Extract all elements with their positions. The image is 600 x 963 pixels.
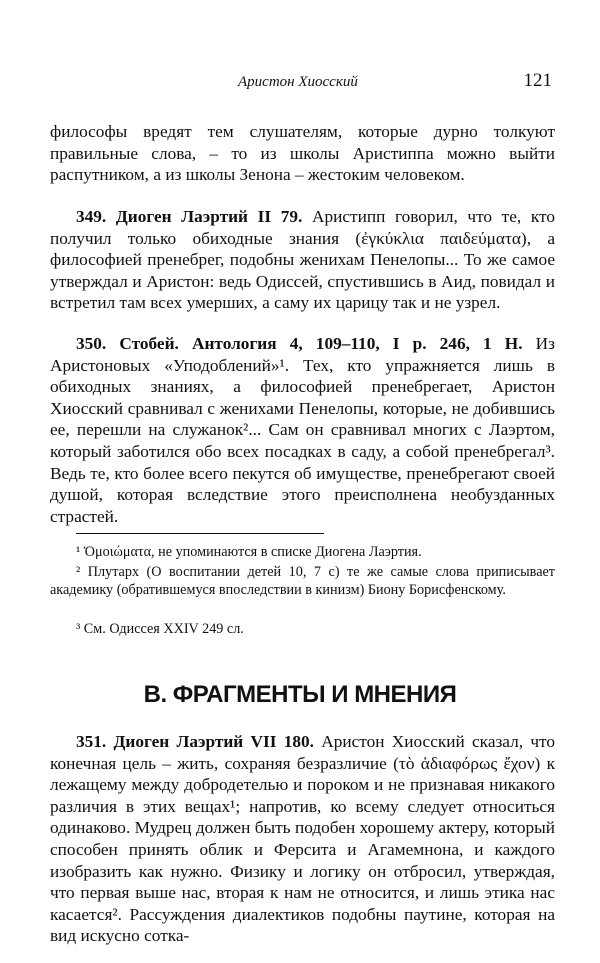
footnote-2: ² Плутарх (О воспитании детей 10, 7 c) те же самые слова приписывает академику (обратившемуся впоследствии в кинизм) Биону Борисфенскому. <box>50 564 555 598</box>
page-number: 121 <box>523 70 552 91</box>
footnote-3: ³ См. Одиссея XXIV 249 сл. <box>76 621 244 637</box>
continuation-paragraph: философы вредят тем слушателям, которые дурно толкуют правильные слова, – то из школы Аристиппа можно выйти распутником, а из школы Зенона – жестоким человеком. <box>50 122 555 185</box>
fragment-350-text: Из Аристоновых «Уподоблений»¹. Тех, кто упражняется лишь в обиходных знаниях, а философией пренебрегает, Аристон Хиосский сравнивал с женихами Пенелопы, которые, не добившись ее, перешли на служанок²... Сам он сравнивал многих с Лаэртом, который заботился обо всех посадках в саду, а собой пренебрегал³. Ведь те, кто более всего пекутся об имуществе, пренебрегают своей душой, которая вследствие этого преисполнена необузданных страстей. <box>50 334 555 526</box>
running-title: Аристон Хиосский <box>238 74 358 90</box>
fragment-350 <box>50 333 555 527</box>
fragment-351 <box>50 731 555 947</box>
fragment-349-reference: 349. Диоген Лаэртий II 79. <box>76 207 303 226</box>
fragment-349-text: Аристипп говорил, что те, кто получил только обиходные знания (ἐγκύκλια παιδεύματα), а философией пренебрег, подобны женихам Пенелопы... То же самое утверждал и Аристон: ведь Одиссей, спустившись в Аид, повидал и встретил там всех умерших, а саму их царицу так и не узрел. <box>50 207 555 313</box>
fragment-350-reference: 350. Стобей. Антология 4, 109–110, I p. 246, 1 Н. <box>76 334 523 353</box>
fragment-351-reference: 351. Диоген Лаэртий VII 180. <box>76 732 314 751</box>
footnote-1: ¹ Ὁμοιώματα, не упоминаются в списке Диогена Лаэртия. <box>76 544 422 560</box>
section-heading: В. ФРАГМЕНТЫ И МНЕНИЯ <box>143 681 457 708</box>
fragment-351-text: Аристон Хиосский сказал, что конечная цель – жить, сохраняя безразличие (τὸ ἀδιαφόρως ἔχον) к лежащему между добродетелью и пороком и не признавая никакого различия в этих вещах¹; напротив, ко всему следует относиться одинаково. Мудрец должен быть подобен хорошему актеру, который способен принять облик и Ферсита и Агамемнона, и каждого изобразить как нужно. Физику и логику он отбросил, утверждая, что первая выше нас, вторая к нам не относится, и лишь этика нас касается². Рассуждения диалектиков подобны паутине, которая на вид искусно сотка- <box>50 732 555 946</box>
footnote-divider <box>76 533 324 534</box>
fragment-349 <box>50 206 555 314</box>
